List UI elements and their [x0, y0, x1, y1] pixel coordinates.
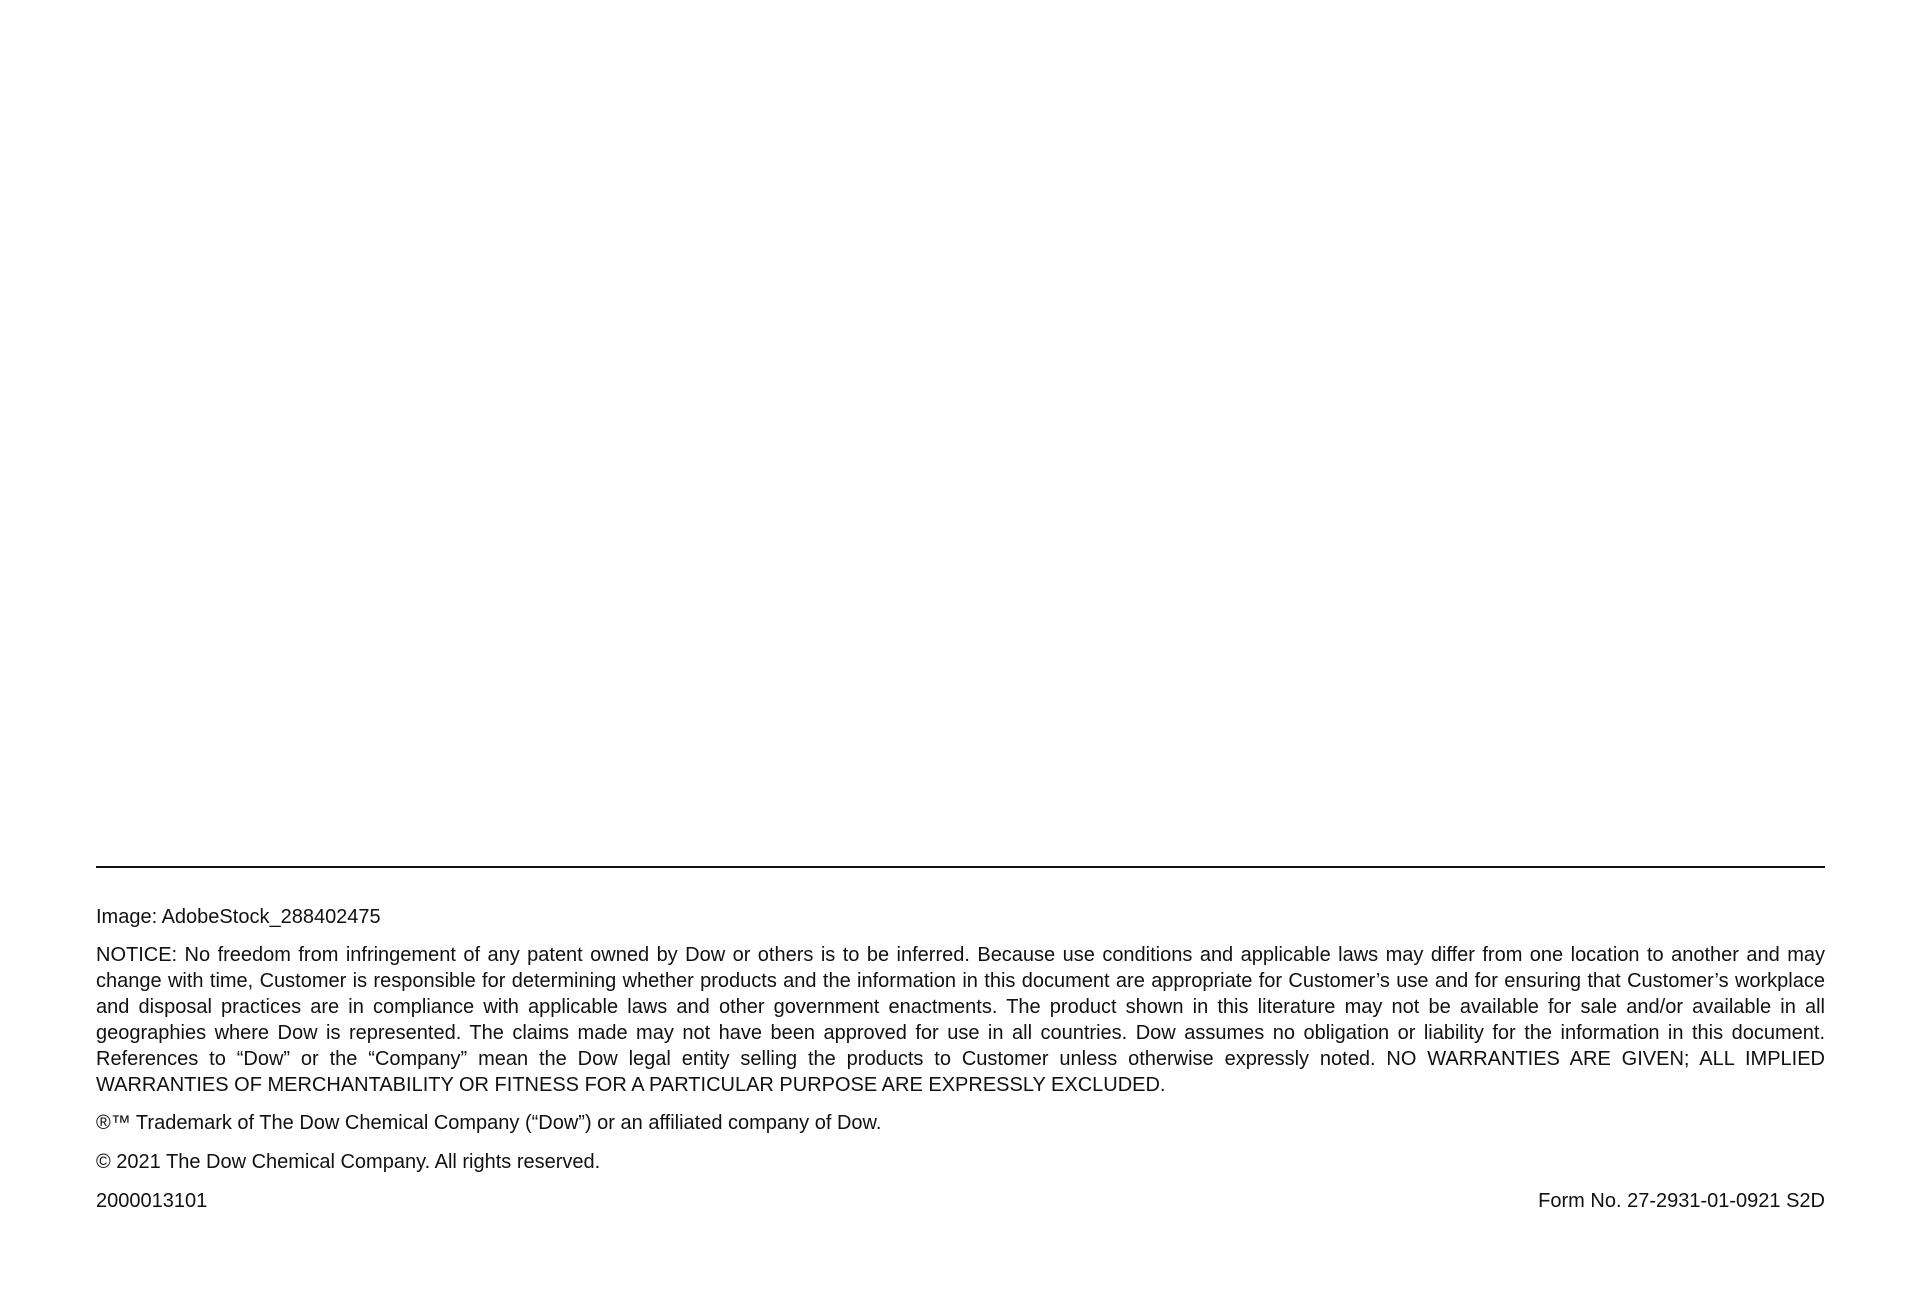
document-number: 2000013101: [96, 1190, 208, 1212]
copyright-notice: © 2021 The Dow Chemical Company. All rights reserved.: [96, 1151, 601, 1173]
trademark-notice: ®™ Trademark of The Dow Chemical Company (“Dow”) or an affiliated company of Dow.: [96, 1112, 882, 1134]
horizontal-divider: [96, 866, 1825, 868]
footer-bottom-row: [96, 1188, 1825, 1214]
image-credit: Image: AdobeStock_288402475: [96, 906, 381, 928]
footer-legal-block: [96, 904, 1825, 1214]
form-number: Form No. 27-2931-01-0921 S2D: [1538, 1190, 1825, 1212]
legal-notice: NOTICE: No freedom from infringement of any patent owned by Dow or others is to be inferred. Because use conditions and applicable laws may differ from one location to another and may change with time, Customer is responsible for determining whether products and the information in this document are appropriate for Customer’s use and for ensuring that Customer’s workplace and disposal practices are in compliance with applicable laws and other government enactments. The product shown in this literature may not be available for sale and/or available in all geographies where Dow is represented. The claims made may not have been approved for use in all countries. Dow assumes no obligation or liability for the information in this document. References to “Dow” or the “Company” mean the Dow legal entity selling the products to Customer unless otherwise expressly noted. NO WARRANTIES ARE GIVEN; ALL IMPLIED WARRANTIES OF MERCHANTABILITY OR FITNESS FOR A PARTICULAR PURPOSE ARE EXPRESSLY EXCLUDED.: [96, 944, 1825, 1096]
